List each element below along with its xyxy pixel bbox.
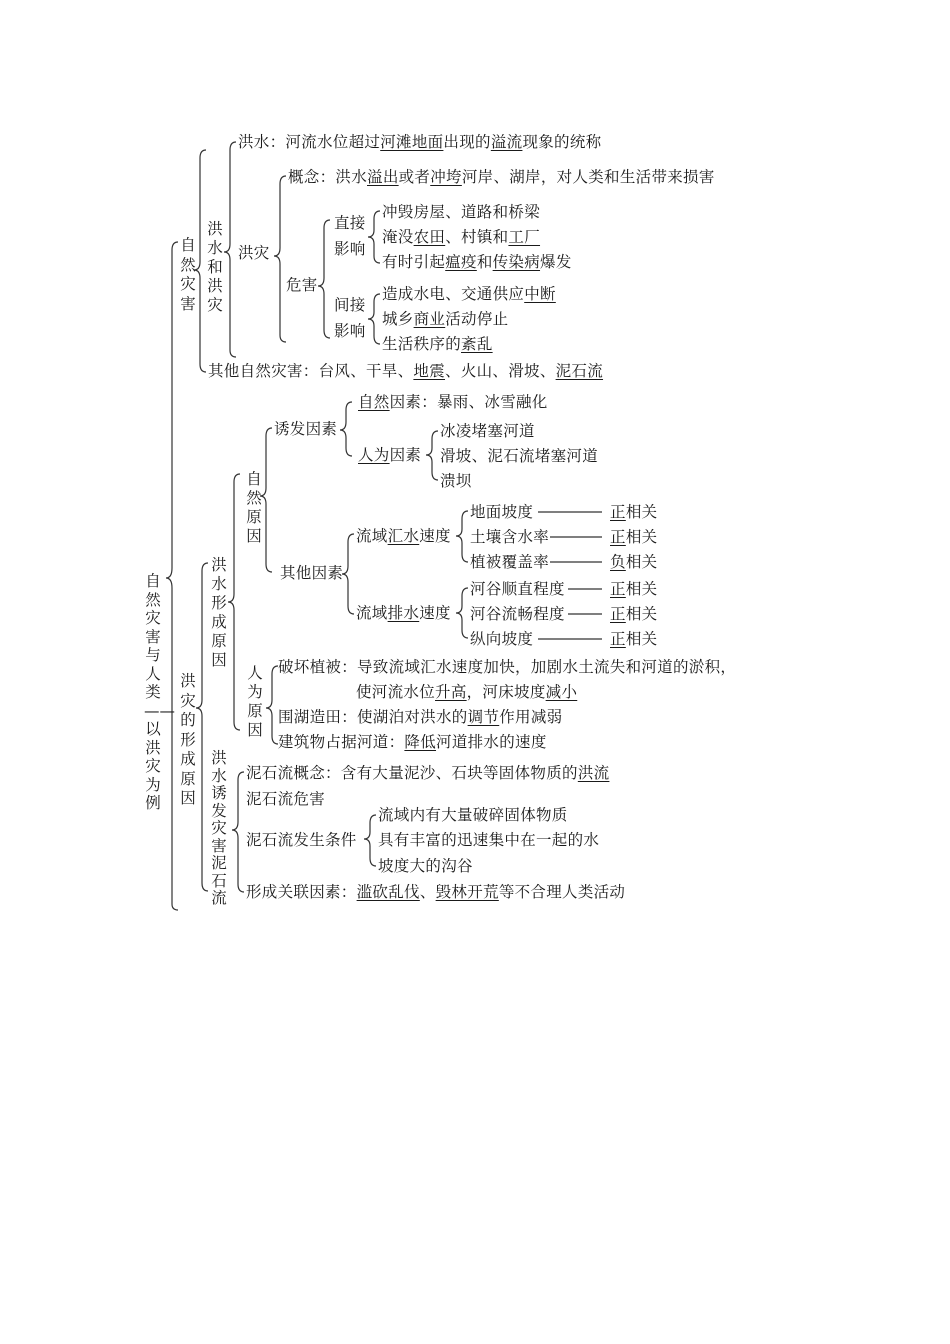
ground-slope-correlation: 正相关 — [610, 503, 658, 521]
debris-condition-1: 流域内有大量破碎固体物质 — [378, 806, 568, 824]
debris-condition-2: 具有丰富的迅速集中在一起的水 — [378, 831, 600, 849]
destroy-vegetation-line-1: 破坏植被：导致流域汇水速度加快，加剧水土流失和河道的淤积， — [278, 658, 737, 676]
indirect-impact-item-2: 城乡商业活动停止 — [382, 310, 509, 328]
valley-smoothness-correlation: 正相关 — [610, 605, 658, 623]
destroy-vegetation-line-2: 使河流水位升高，河床坡度减小 — [356, 683, 578, 701]
vegetation-cover-correlation: 负相关 — [610, 553, 658, 571]
longitudinal-slope-correlation: 正相关 — [610, 630, 658, 648]
valley-straightness-correlation: 正相关 — [610, 580, 658, 598]
debris-related-factors: 形成关联因素：滥砍乱伐、毁林开荒等不合理人类活动 — [246, 883, 626, 901]
valley-smoothness: 河谷流畅程度 — [470, 605, 565, 623]
drainage-speed: 流域排水速度 — [356, 604, 451, 622]
longitudinal-slope: 纵向坡度 — [470, 630, 534, 648]
trigger-factors-label: 诱发因素 — [274, 420, 338, 438]
debris-flow-heading: 洪水诱发灾害泥石流 — [211, 749, 227, 907]
flood-definition: 洪水：河流水位超过河滩地面出现的溢流现象的统称 — [238, 133, 602, 151]
indirect-impact-item-1: 造成水电、交通供应中断 — [382, 285, 556, 303]
other-factors-label: 其他因素 — [280, 564, 344, 582]
disaster-concept: 概念：洪水溢出或者冲垮河岸、湖岸，对人类和生活带来损害 — [288, 168, 715, 186]
soil-moisture: 土壤含水率 — [470, 528, 550, 546]
direct-impact-item-1: 冲毁房屋、道路和桥梁 — [382, 203, 541, 221]
flood-and-disaster-label: 洪水和洪灾 — [207, 220, 223, 314]
debris-flow-concept: 泥石流概念：含有大量泥沙、石块等固体物质的洪流 — [246, 764, 610, 782]
indirect-impact-item-3: 生活秩序的紊乱 — [382, 335, 493, 353]
direct-impact-label-2: 影响 — [334, 240, 366, 258]
direct-impact-label-1: 直接 — [334, 214, 366, 232]
direct-impact-item-3: 有时引起瘟疫和传染病爆发 — [382, 253, 572, 271]
vegetation-cover: 植被覆盖率 — [470, 553, 550, 571]
soil-moisture-correlation: 正相关 — [610, 528, 658, 546]
lake-reclamation: 围湖造田：使湖泊对洪水的调节作用减弱 — [278, 708, 563, 726]
natural-disasters-heading: 自然灾害 — [180, 236, 196, 313]
other-natural-disasters: 其他自然灾害：台风、干旱、地震、火山、滑坡、泥石流 — [208, 362, 604, 380]
human-trigger-item-3: 溃坝 — [440, 472, 472, 490]
convergence-speed: 流域汇水速度 — [356, 527, 451, 545]
natural-cause-heading: 自然原因 — [246, 470, 262, 545]
debris-flow-harm: 泥石流危害 — [246, 790, 326, 808]
flood-causes-heading: 洪灾的形成原因 — [180, 672, 196, 807]
human-trigger-label: 人为因素 — [358, 446, 422, 464]
natural-trigger: 自然因素：暴雨、冰雪融化 — [358, 393, 548, 411]
harm-label: 危害 — [286, 276, 318, 294]
human-cause-heading: 人为原因 — [247, 664, 263, 739]
flood-formation-heading: 洪水形成原因 — [211, 556, 227, 669]
valley-straightness: 河谷顺直程度 — [470, 580, 565, 598]
flood-disaster-label: 洪灾 — [238, 244, 270, 262]
human-trigger-item-2: 滑坡、泥石流堵塞河道 — [440, 447, 599, 465]
root-title: 自然灾害与人类——以洪灾为例 — [144, 572, 175, 812]
building-occupy-channel: 建筑物占据河道：降低河道排水的速度 — [278, 733, 547, 751]
indirect-impact-label-1: 间接 — [334, 296, 366, 314]
human-trigger-item-1: 冰凌堵塞河道 — [440, 422, 535, 440]
indirect-impact-label-2: 影响 — [334, 322, 366, 340]
direct-impact-item-2: 淹没农田、村镇和工厂 — [382, 228, 541, 246]
ground-slope: 地面坡度 — [470, 503, 534, 521]
debris-condition-3: 坡度大的沟谷 — [378, 857, 473, 875]
debris-flow-conditions-label: 泥石流发生条件 — [246, 831, 357, 849]
